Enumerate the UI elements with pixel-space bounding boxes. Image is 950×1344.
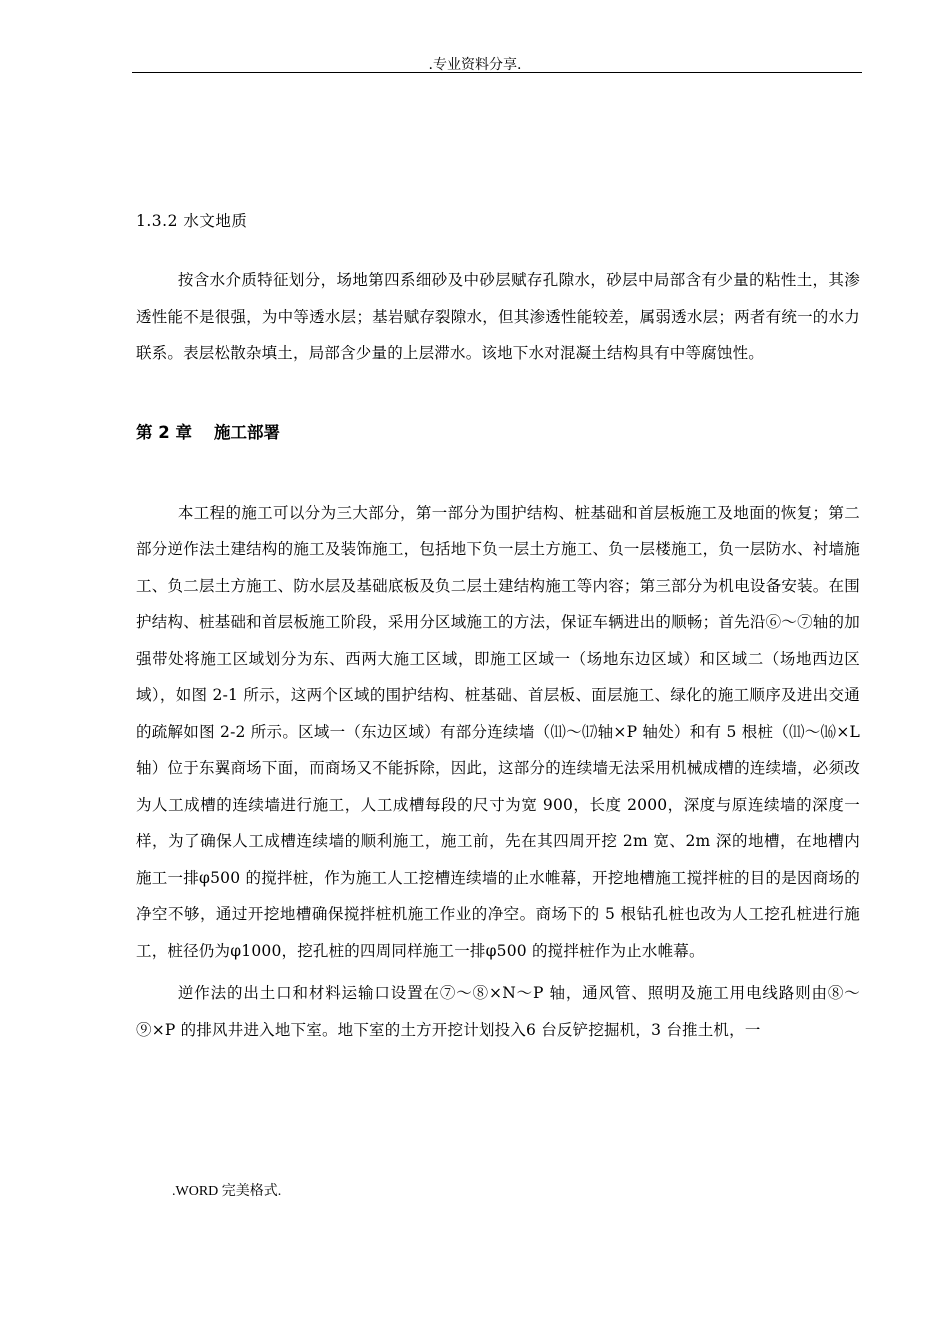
paragraph-hydrogeology: 按含水介质特征划分，场地第四系细砂及中砂层赋存孔隙水，砂层中局部含有少量的粘性土，其渗透性能不是很强，为中等透水层；基岩赋存裂隙水，但其渗透性能较差，属弱透水层；两者有统一的水力联系。表层松散杂填土，局部含少量的上层滞水。该地下水对混凝土结构具有中等腐蚀性。 (136, 271, 860, 362)
page-footer: .WORD 完美格式. (172, 1184, 282, 1199)
section-heading: 1.3.2 水文地质 (136, 212, 248, 230)
page-body (136, 208, 860, 1048)
paragraph-top-down-method: 逆作法的出土口和材料运输口设置在⑦～⑧×N～P 轴，通风管、照明及施工用电线路则由⑧～⑨×P 的排风井进入地下室。地下室的土方开挖计划投入6 台反铲挖掘机，3 台推土机，一 (136, 984, 860, 1039)
page-header: .专业资料分享. (428, 57, 522, 73)
header-divider (132, 72, 862, 73)
chapter-heading (136, 418, 860, 448)
chapter-title: 施工部署 (213, 422, 280, 442)
paragraph-construction-plan: 本工程的施工可以分为三大部分，第一部分为围护结构、桩基础和首层板施工及地面的恢复；第二部分逆作法土建结构的施工及装饰施工，包括地下负一层土方施工、负一层楼施工，负一层防水、衬墙施工、负二层土方施工、防水层及基础底板及负二层土建结构施工等内容；第三部分为机电设备安装。在围护结构、桩基础和首层板施工阶段，采用分区域施工的方法，保证车辆进出的顺畅；首先沿⑥～⑦轴的加强带处将施工区域划分为东、西两大施工区域，即施工区域一（场地东边区域）和区域二（场地西边区域），如图 2-1 所示，这两个区域的围护结构、桩基础、首层板、面层施工、绿化的施工顺序及进出交通的疏解如图 2-2 所示。区域一（东边区域）有部分连续墙（⑾～⒄轴×P 轴处）和有 5 根桩（⑾～⒃×L 轴）位于东翼商场下面，而商场又不能拆除，因此，这部分的连续墙无法采用机械成槽的连续墙，必须改为人工成槽的连续墙进行施工，人工成槽每段的尺寸为宽 900，长度 2000，深度与原连续墙的深度一样，为了确保人工成槽连续墙的顺利施工，施工前，先在其四周开挖 2m 宽、2m 深的地槽，在地槽内施工一排φ500 的搅拌桩，作为施工人工挖槽连续墙的止水帷幕，开挖地槽施工搅拌桩的目的是因商场的净空不够，通过开挖地槽确保搅拌桩机施工作业的净空。商场下的 5 根钻孔桩也改为人工挖孔桩进行施工，桩径仍为φ1000，挖孔桩的四周同样施工一排φ500 的搅拌桩作为止水帷幕。 (136, 503, 860, 960)
chapter-number: 第 2 章 (136, 422, 192, 442)
